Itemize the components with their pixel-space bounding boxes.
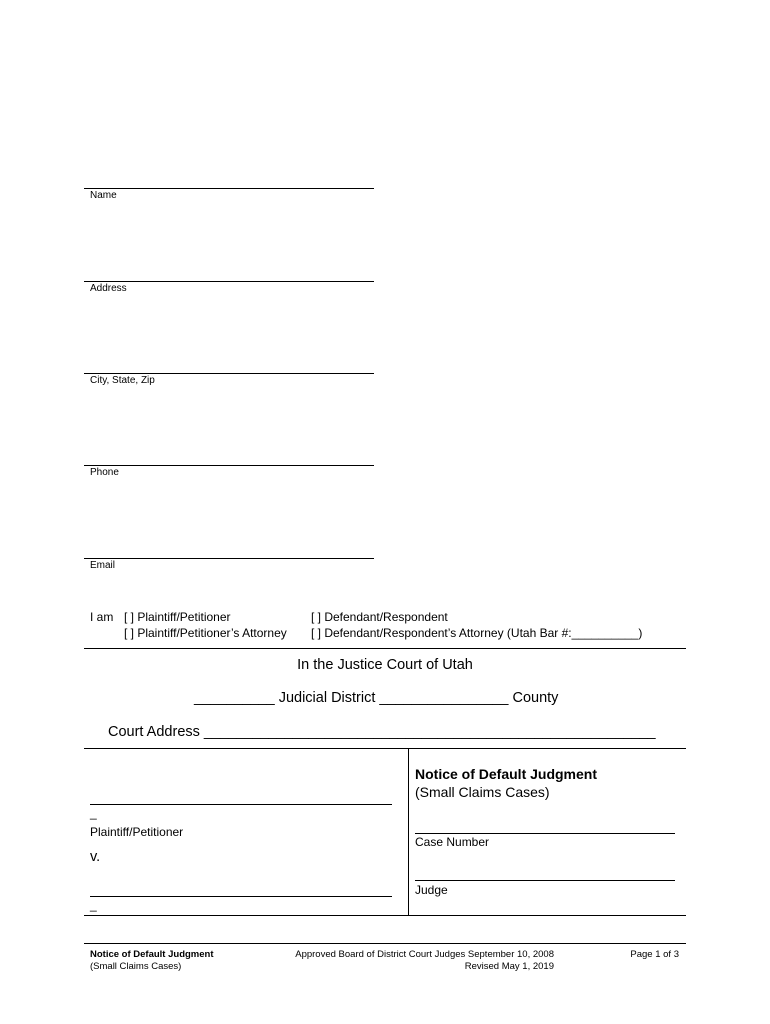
county-label: County xyxy=(512,690,559,706)
defendant-attorney-checkbox-option[interactable]: [ ] Defendant/Respondent’s Attorney (Utah Bar #:__________) xyxy=(311,626,643,640)
name-label: Name xyxy=(90,190,117,201)
footer-approved-line: Approved Board of District Court Judges September 10, 2008 xyxy=(295,949,554,960)
footer-left xyxy=(90,949,214,973)
city-state-zip-label: City, State, Zip xyxy=(90,375,155,386)
document-subtitle: (Small Claims Cases) xyxy=(415,784,550,800)
defendant-underscore: _ xyxy=(90,898,97,912)
caption-bottom-rule xyxy=(84,915,686,916)
i-am-lead: I am xyxy=(90,610,114,624)
footer-center xyxy=(280,949,554,973)
defendant-checkbox-option[interactable]: [ ] Defendant/Respondent xyxy=(311,610,448,624)
email-line[interactable] xyxy=(84,558,374,559)
county-blank[interactable]: ________________ xyxy=(379,690,509,706)
judge-line[interactable] xyxy=(415,880,675,881)
caption-divider xyxy=(408,748,409,915)
email-label: Email xyxy=(90,560,116,571)
case-number-line[interactable] xyxy=(415,833,675,834)
versus-label: v. xyxy=(90,849,101,865)
address-line[interactable] xyxy=(84,281,374,282)
plaintiff-name-line[interactable] xyxy=(90,804,392,805)
district-label: Judicial District xyxy=(278,690,376,706)
case-number-label: Case Number xyxy=(415,835,490,849)
caption-top-rule xyxy=(84,748,686,749)
court-address-line xyxy=(108,724,656,740)
plaintiff-checkbox-option[interactable]: [ ] Plaintiff/Petitioner xyxy=(124,610,231,624)
phone-label: Phone xyxy=(90,467,119,478)
footer-rule xyxy=(84,943,686,944)
address-label: Address xyxy=(90,283,127,294)
document-title: Notice of Default Judgment xyxy=(415,766,598,782)
section-divider xyxy=(84,648,686,649)
footer-form-title: Notice of Default Judgment xyxy=(90,949,214,960)
footer-page-number: Page 1 of 3 xyxy=(630,949,679,960)
plaintiff-attorney-checkbox-option[interactable]: [ ] Plaintiff/Petitioner’s Attorney xyxy=(124,626,287,640)
name-line[interactable] xyxy=(84,188,374,189)
court-address-blank[interactable]: ________________________________________________________ xyxy=(203,724,656,740)
plaintiff-label: Plaintiff/Petitioner xyxy=(90,825,184,839)
plaintiff-underscore: _ xyxy=(90,806,97,820)
court-title: In the Justice Court of Utah xyxy=(297,657,473,673)
footer-form-subtitle: (Small Claims Cases) xyxy=(90,961,182,972)
city-state-zip-line[interactable] xyxy=(84,373,374,374)
court-address-label: Court Address xyxy=(108,724,200,740)
phone-line[interactable] xyxy=(84,465,374,466)
district-blank[interactable]: __________ xyxy=(194,690,275,706)
footer-revised-line: Revised May 1, 2019 xyxy=(464,961,554,972)
judge-label: Judge xyxy=(415,883,448,897)
defendant-name-line[interactable] xyxy=(90,896,392,897)
judicial-district-line xyxy=(194,690,558,706)
